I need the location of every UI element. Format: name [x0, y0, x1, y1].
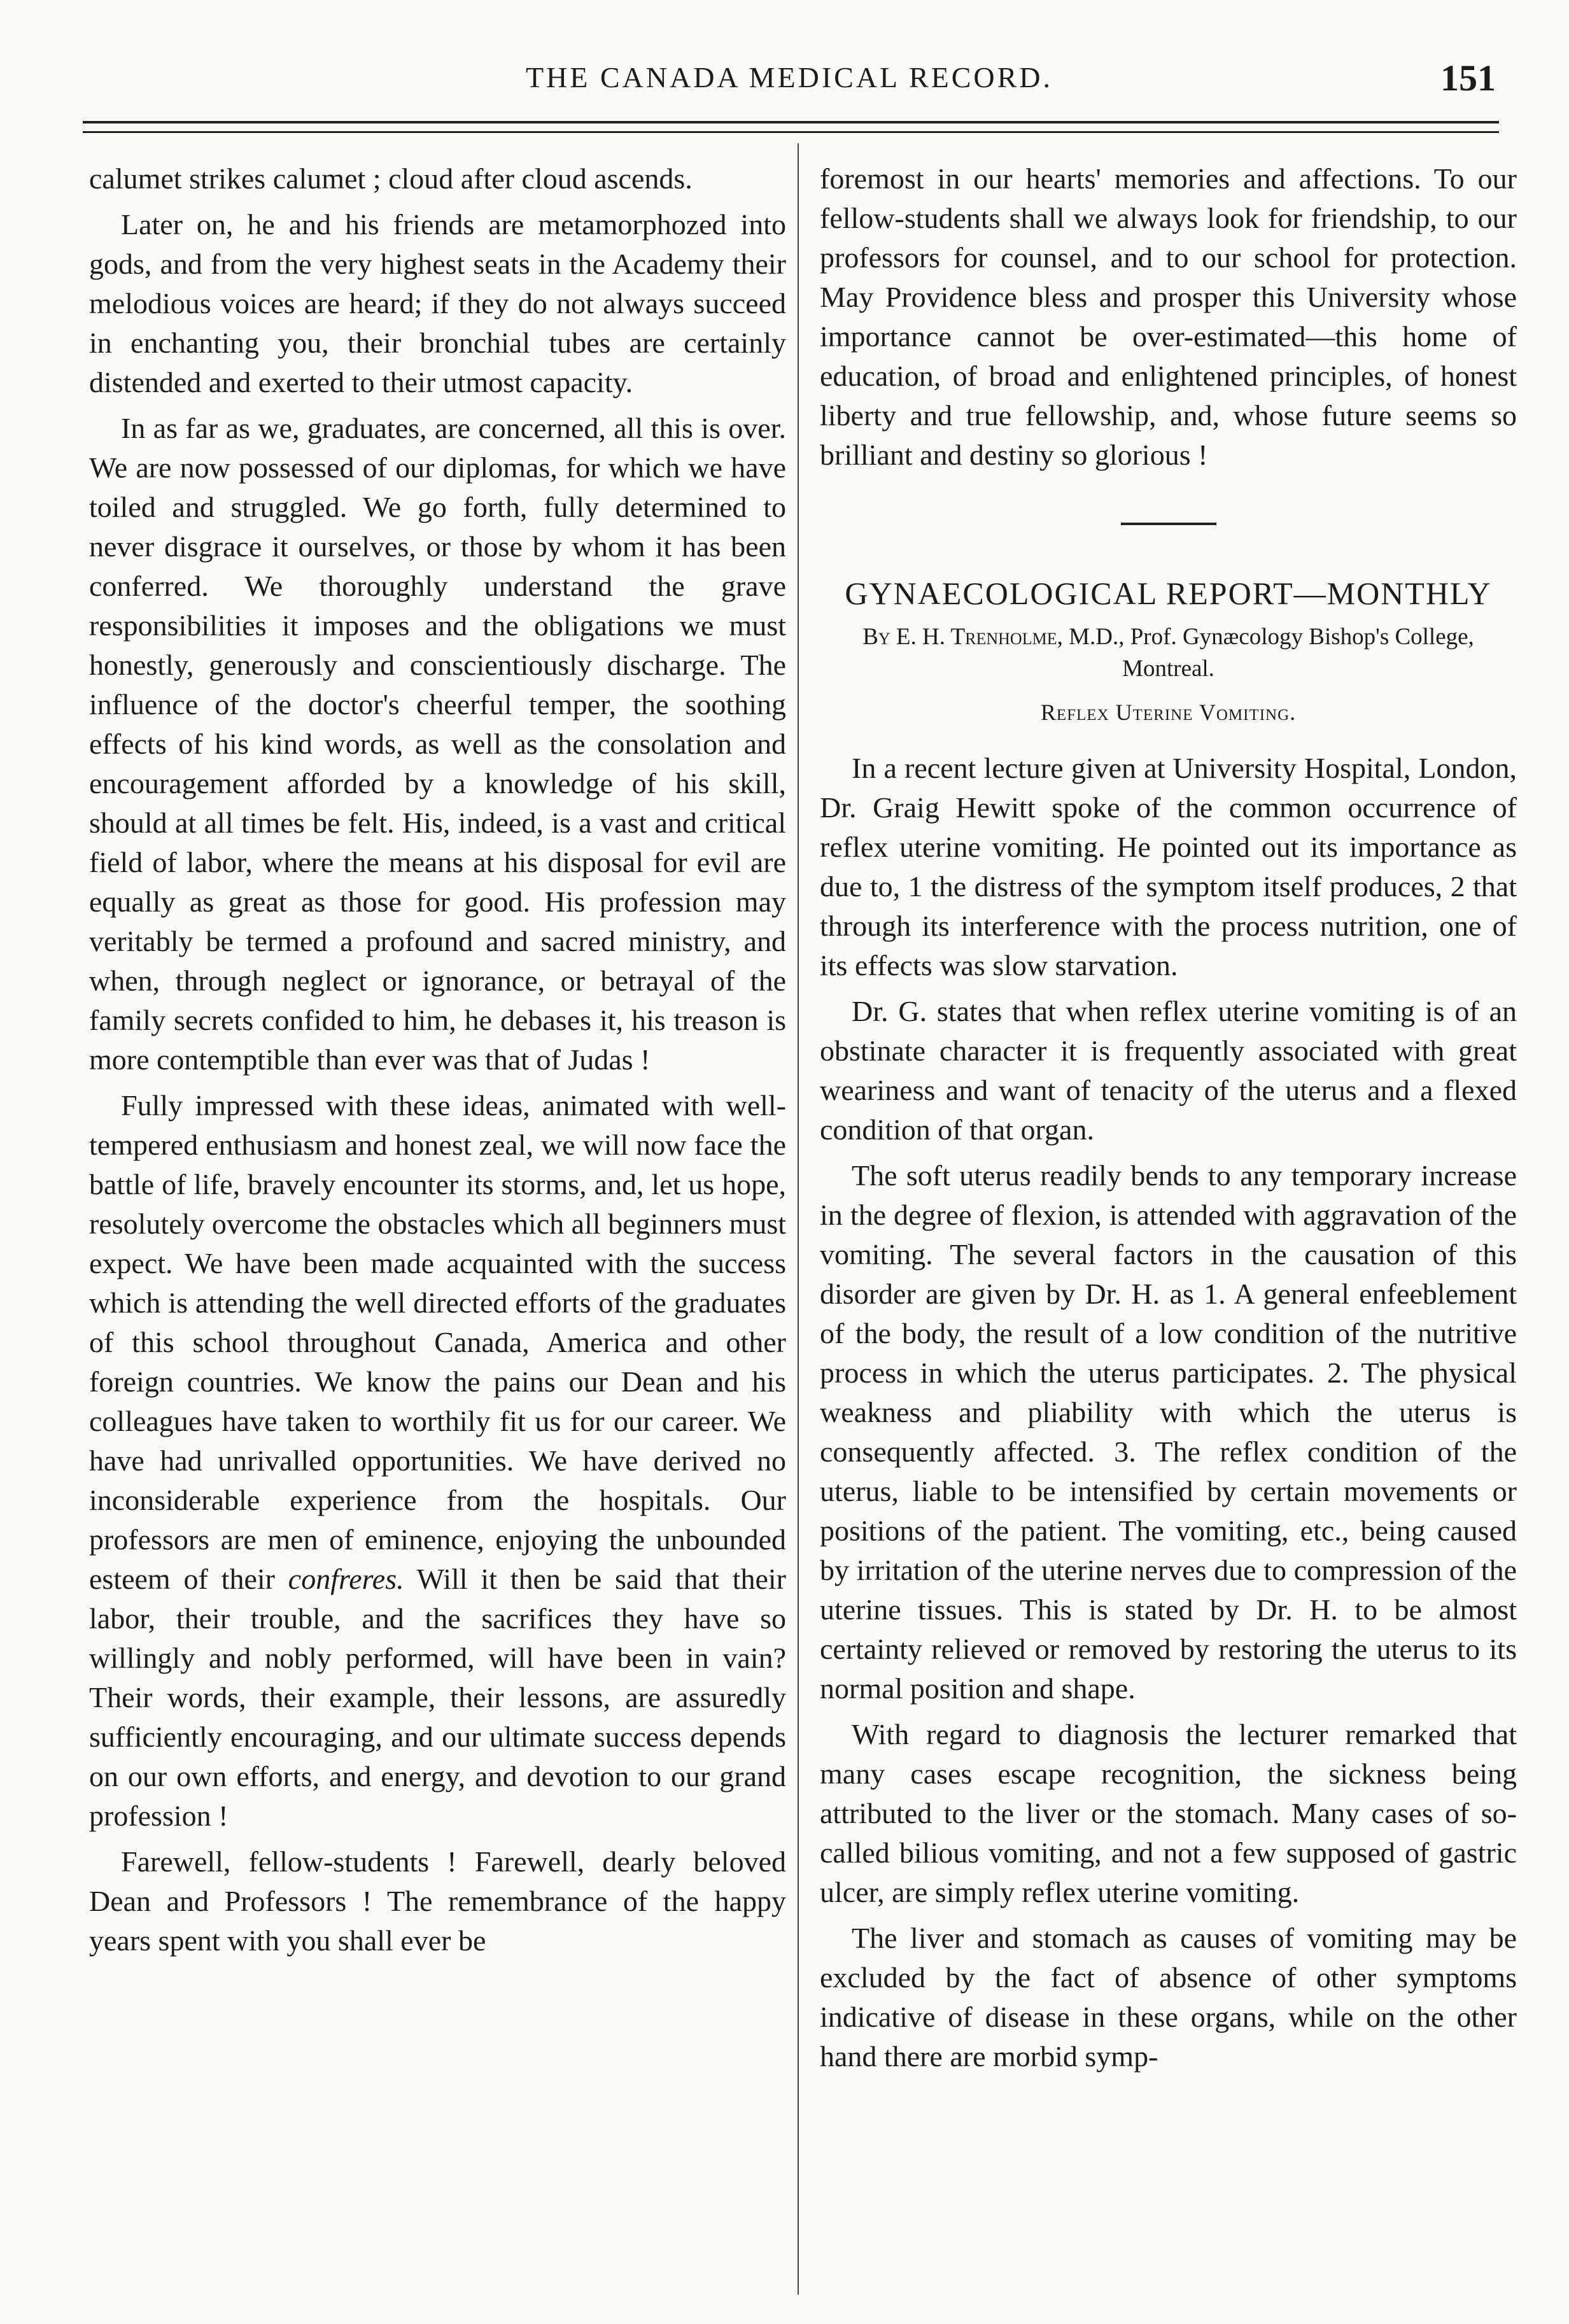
byline: [820, 621, 1517, 685]
italic-word: confreres.: [288, 1563, 404, 1595]
paragraph: The soft uterus readily bends to any temporary increase in the degree of flexion, is attended with aggravation of the vomiting. The several factors in the causation of this disorder are given by Dr. H. as 1. A general enfeeblement of the body, the result of a low condition of the nutritive process in which the uterus participates. 2. The physical weakness and pliability with which the uterus is consequently affected. 3. The reflex condition of the uterus, liable to be intensified by certain movements or positions of the patient. The vomiting, etc., being caused by irritation of the uterine nerves due to compression of the uterine tissues. This is stated by Dr. H. to be almost certainty relieved or removed by restoring the uterus to its normal position and shape.: [820, 1159, 1517, 1705]
section-separator-rule: [1121, 523, 1216, 525]
paragraph-text: Will it then be said that their labor, their trouble, and the sacrifices they have so willingly and nobly performed, will have been in vain? Their words, their example, their lessons, are assuredly sufficiently encouraging, and our ultimate success depends on our own efforts, and energy, and devotion to our grand profession !: [89, 1563, 786, 1832]
running-title: THE CANADA MEDICAL RECORD.: [525, 61, 1053, 94]
paragraph: [89, 1086, 786, 1836]
byline-prefix: By: [862, 624, 896, 650]
paragraph: The liver and stomach as causes of vomiting may be excluded by the fact of absence of other symptoms indicative of disease in these organs, while on the other hand there are morbid symp-: [820, 1922, 1517, 2073]
paragraph: In as far as we, graduates, are concerned, all this is over. We are now possessed of our diplomas, for which we have toiled and struggled. We go forth, fully determined to never disgrace it ourselves, or those by whom it has been conferred. We thoroughly understand the grave responsibilities it imposes and the obligations we must honestly, generously and conscientiously discharge. The influence of the doctor's cheerful temper, the soothing effects of his kind words, as well as the consolation and encouragement afforded by a knowledge of his skill, should at all times be felt. His, indeed, is a vast and critical field of labor, where the means at his disposal for evil are equally as great as those for good. His profession may veritably be termed a profound and sacred ministry, and when, through neglect or ignorance, or betrayal of the family secrets confided to him, he debases it, his treason is more contemptible than ever was that of Judas !: [89, 412, 786, 1076]
section-title: GYNAECOLOGICAL REPORT—MONTHLY: [845, 575, 1492, 611]
right-column: [820, 159, 1517, 2083]
paragraph: With regard to diagnosis the lecturer remarked that many cases escape recognition, the sickness being attributed to the liver or the stomach. Many cases of so-called bilious vomiting, and not a few supposed of gastric ulcer, are simply reflex uterine vomiting.: [820, 1718, 1517, 1908]
paragraph: Dr. G. states that when reflex uterine vomiting is of an obstinate character it is frequently associated with great weariness and want of tenacity of the uterus and a flexed condition of that organ.: [820, 995, 1517, 1146]
paragraph: calumet strikes calumet ; cloud after cloud ascends.: [89, 162, 693, 195]
header-double-rule: [83, 121, 1499, 133]
subheading: Reflex Uterine Vomiting.: [1040, 700, 1297, 725]
left-column: [89, 159, 786, 1967]
paragraph: Later on, he and his friends are metamorphozed into gods, and from the very highest seats in the Academy their melodious voices are heard; if they do not always succeed in enchanting you, their bronchial tubes are certainly distended and exerted to their utmost capacity.: [89, 208, 786, 398]
paragraph: foremost in our hearts' memories and affections. To our fellow-students shall we always look for friendship, to our professors for counsel, and to our school for protection. May Providence bless and prosper this University whose importance cannot be over-estimated—this home of education, of broad and enlightened principles, of honest liberty and true fellowship, and, whose future seems so brilliant and destiny so glorious !: [820, 162, 1517, 471]
page-header: [83, 57, 1496, 105]
byline-author: E. H. Trenholme: [896, 624, 1057, 650]
paragraph: Farewell, fellow-students ! Farewell, dearly beloved Dean and Professors ! The remembrance of the happy years spent with you shall ever be: [89, 1845, 786, 1957]
byline-affiliation: , M.D., Prof. Gynæcology Bishop's College, Montreal.: [1057, 624, 1474, 682]
paragraph-text: Fully impressed with these ideas, animated with well-tempered enthusiasm and honest zeal, we will now face the battle of life, bravely encounter its storms, and, let us hope, resolutely overcome the obstacles which all beginners must expect. We have been made acquainted with the success which is attending the well directed efforts of the graduates of this school throughout Canada, America and other foreign countries. We know the pains our Dean and his colleagues have taken to worthily fit us for our career. We have had unrivalled opportunities. We have derived no inconsiderable experience from the hospitals. Our professors are men of eminence, enjoying the unbounded esteem of their: [89, 1089, 786, 1595]
paragraph: In a recent lecture given at University Hospital, London, Dr. Graig Hewitt spoke of the common occurrence of reflex uterine vomiting. He pointed out its importance as due to, 1 the distress of the symptom itself produces, 2 that through its interference with the process nutrition, one of its effects was slow starvation.: [820, 752, 1517, 982]
page-number: 151: [1440, 57, 1496, 99]
column-divider: [798, 143, 799, 2295]
